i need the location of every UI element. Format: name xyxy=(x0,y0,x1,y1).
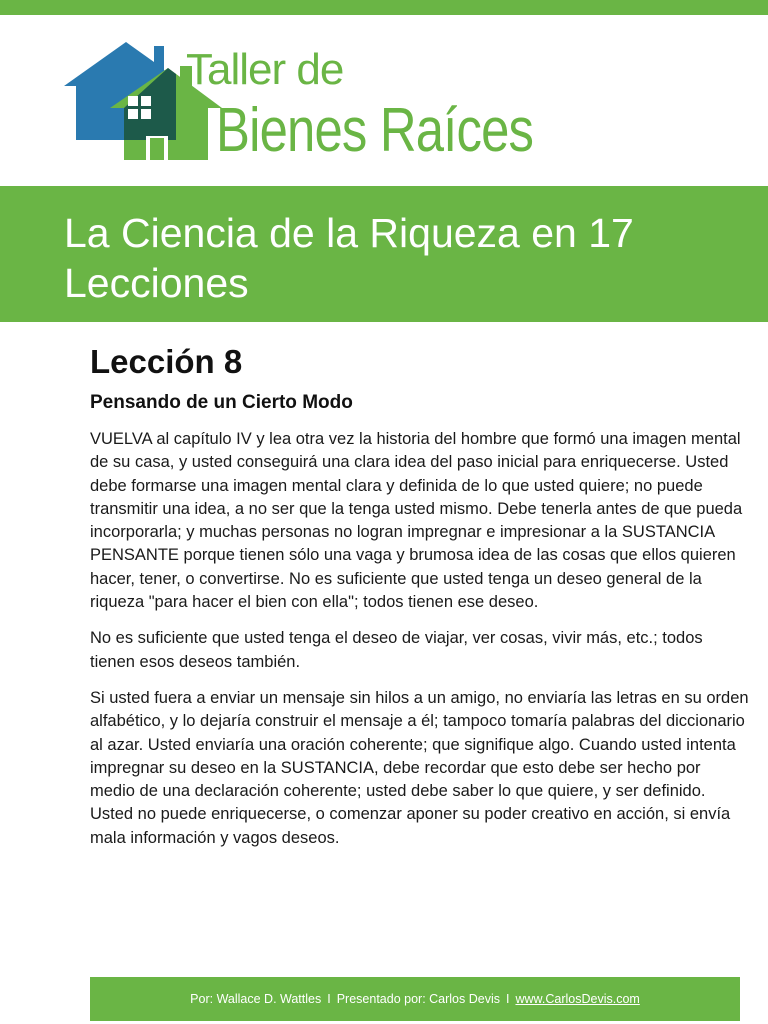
paragraph: VUELVA al capítulo IV y lea otra vez la historia del hombre que formó una imagen mental de su casa, y usted conseguirá una clara idea del paso inicial para enriquecerse. Usted debe formarse una imagen mental clara y definida de lo que usted quiere; no puede transmitir una idea, a no ser que la tenga usted mismo. Debe tenerla antes de que pueda incorporarla; y muchas personas no logran impregnar e impresionar a la SUSTANCIA PENSANTE porque tienen sólo una vaga y brumosa idea de las cosas que ellos quieren hacer, tener, o convertirse. No es suficiente que usted tenga un deseo general de la riqueza "para hacer el bien con ella"; todos tienen ese deseo. xyxy=(90,430,743,612)
lesson-subtitle: Pensando de un Cierto Modo xyxy=(90,392,353,413)
footer-website-link[interactable]: www.CarlosDevis.com xyxy=(515,992,640,1006)
footer-separator: I xyxy=(327,992,331,1006)
top-accent-strip xyxy=(0,0,768,15)
footer-author: Por: Wallace D. Wattles xyxy=(190,992,322,1006)
title-banner xyxy=(0,186,768,322)
paragraph: No es suficiente que usted tenga el deseo de viajar, ver cosas, vivir más, etc.; todos tienen esos deseos también. xyxy=(90,629,703,671)
paragraph: Si usted fuera a enviar un mensaje sin hilos a un amigo, no enviaría las letras en su orden alfabético, y lo dejaría construir el mensaje a él; tampoco tomaría palabras del diccionario al azar. Usted enviaría una oración coherente; que signifique algo. Cuando usted intenta impregnar su deseo en la SUSTANCIA, debe recordar que esto debe ser hecho por medio de una declaración coherente; usted debe saber lo que quiere, y ser definido. Usted no puede enriquecerse, o comenzar aponer su poder creativo en acción, si envía mala información y vagos deseos. xyxy=(90,688,749,847)
logo xyxy=(62,38,534,170)
footer-bar xyxy=(90,977,740,1021)
document-title: La Ciencia de la Riqueza en 17 Lecciones xyxy=(64,210,634,306)
lesson-content xyxy=(90,340,750,863)
footer-presenter: Presentado por: Carlos Devis xyxy=(336,992,500,1006)
lesson-title: Lección 8 xyxy=(90,343,243,380)
footer-separator: I xyxy=(506,992,510,1006)
logo-text-line1: Taller de xyxy=(186,45,344,94)
logo-text-line2: Bienes Raíces xyxy=(216,96,534,165)
